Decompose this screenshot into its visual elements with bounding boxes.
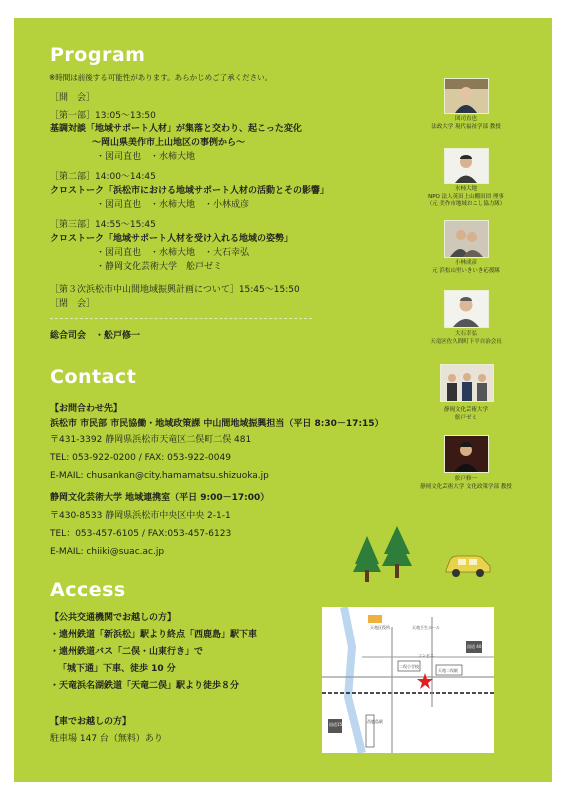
speaker-photo-3	[444, 220, 489, 258]
speaker-photo-1	[444, 78, 489, 114]
access-line-4: ・天竜浜名湖鉄道「天竜二俣」駅より徒歩８分	[50, 681, 240, 691]
speaker-name-6: 舩戸修一	[454, 476, 477, 482]
contact-email-1[interactable]: E-MAIL: chusankan@city.hamamatsu.shizuoka.jp	[50, 471, 269, 481]
part2-time: ［第二部］14:00～14:45	[50, 172, 156, 182]
part1-time: ［第一部］13:05～13:50	[50, 111, 156, 121]
speaker-photo-6	[444, 435, 489, 473]
map-label-station: 天竜二俣駅	[438, 668, 458, 673]
speaker-name-3: 小林成彦	[454, 260, 477, 266]
access-heading: Access	[50, 579, 126, 601]
contact-tel-1: TEL: 053-922-0200 / FAX: 053-922-0049	[50, 453, 231, 463]
parking-info: 駐車場 147 台（無料）あり	[50, 734, 163, 744]
part1-subtitle: ～岡山県美作市上山地区の事例から～	[92, 138, 246, 148]
access-line-1: ・遠州鉄道「新浜松」駅より終点「西鹿島」駅下車	[50, 630, 258, 640]
speaker-affil-1: 法政大学 現代福祉学部 教授	[431, 124, 501, 130]
speaker-affil-2b: （元 美作市地域おこし協力隊）	[426, 201, 506, 207]
contact-heading: Contact	[50, 366, 137, 388]
speaker-name-5: 静岡文化芸術大学	[443, 407, 488, 413]
map-label-route: 国道 40号	[467, 644, 486, 649]
speaker-affil-2: NPO 法人英田上山棚田団 理事	[428, 194, 504, 200]
plan-item: ［第３次浜松市中山間地域振興計画について］15:45～15:50	[50, 285, 300, 295]
speaker-name-4: 大石幸弘	[454, 331, 477, 337]
speaker-affil-4: 天竜区佐久間町下平自治会長	[430, 339, 502, 345]
part1-speakers: ・図司直也 ・水柿大地	[96, 152, 196, 162]
program-heading: Program	[50, 44, 146, 66]
part3-title: クロストーク「地域サポート人材を受け入れる地域の姿勢」	[50, 234, 294, 244]
contact-org-2: 静岡文化芸術大学 地域連携室（平日 9:00－17:00）	[50, 493, 270, 503]
access-line-3: 「城下通」下車、徒歩 10 分	[58, 664, 176, 674]
access-map	[322, 607, 494, 753]
contact-address-2: 〒430-8533 静岡県浜松市中央区中央 2-1-1	[50, 511, 231, 521]
map-label-nishikajima: 西鹿島駅	[367, 719, 383, 724]
speaker-name-2: 水柿大地	[454, 186, 477, 192]
program-note: ※時間は前後する可能性があります。あらかじめご了承ください。	[49, 73, 273, 82]
speaker-affil-3: 元 浜松山里いきいき応援隊	[432, 268, 500, 274]
speaker-photo-5	[440, 364, 494, 402]
part3-speakers-2: ・静岡文化芸術大学 舩戸ゼミ	[96, 262, 223, 272]
part3-time: ［第三部］14:55～15:45	[50, 220, 156, 230]
part1-title: 基調対談「地域サポート人材」が集落と交わり、起こった変化	[50, 124, 302, 134]
closing: ［閉 会］	[50, 299, 96, 309]
map-label-hall: 天竜壬生ホール	[412, 625, 440, 630]
map-label-conv: コンビニ	[418, 653, 434, 658]
speaker-name-1: 図司直也	[454, 116, 477, 122]
speaker-affil-6: 静岡文化芸術大学 文化政策学部 教授	[420, 484, 512, 490]
contact-org-1: 浜松市 市民部 市民協働・地域政策課 中山間地域振興担当（平日 8:30－17:15）	[50, 419, 384, 429]
speaker-photo-2	[444, 148, 489, 184]
part2-title: クロストーク「浜松市における地域サポート人材の活動とその影響」	[50, 186, 330, 196]
part3-speakers: ・図司直也 ・水柿大地 ・大石幸弘	[96, 248, 250, 258]
tree-illustration	[352, 524, 422, 584]
speaker-affil-5: 舩戸ゼミ	[454, 415, 477, 421]
map-label-city-office: 天竜区役所	[370, 625, 390, 630]
speaker-photo-4	[444, 290, 489, 328]
divider	[50, 318, 312, 319]
contact-label: 【お問合わせ先】	[50, 404, 123, 414]
map-label-school: 二俣小学校	[399, 664, 419, 669]
mc: 総合司会 ・舩戸修一	[50, 331, 141, 341]
part2-speakers: ・図司直也 ・水柿大地 ・小林成彦	[96, 200, 250, 210]
car-illustration	[442, 548, 494, 580]
car-label: 【車でお越しの方】	[50, 717, 132, 727]
map-label-national-road: 国道152号	[329, 722, 349, 727]
access-line-2: ・遠州鉄道バス「二俣・山東行き」で	[50, 647, 204, 657]
public-transport-label: 【公共交通機関でお越しの方】	[50, 613, 177, 623]
contact-tel-2: TEL：053-457-6105 / FAX:053-457-6123	[50, 529, 232, 539]
opening: ［開 会］	[50, 93, 96, 103]
contact-address-1: 〒431-3392 静岡県浜松市天竜区二俣町二俣 481	[50, 435, 252, 445]
contact-email-2[interactable]: E-MAIL: chiiki@suac.ac.jp	[50, 547, 165, 557]
